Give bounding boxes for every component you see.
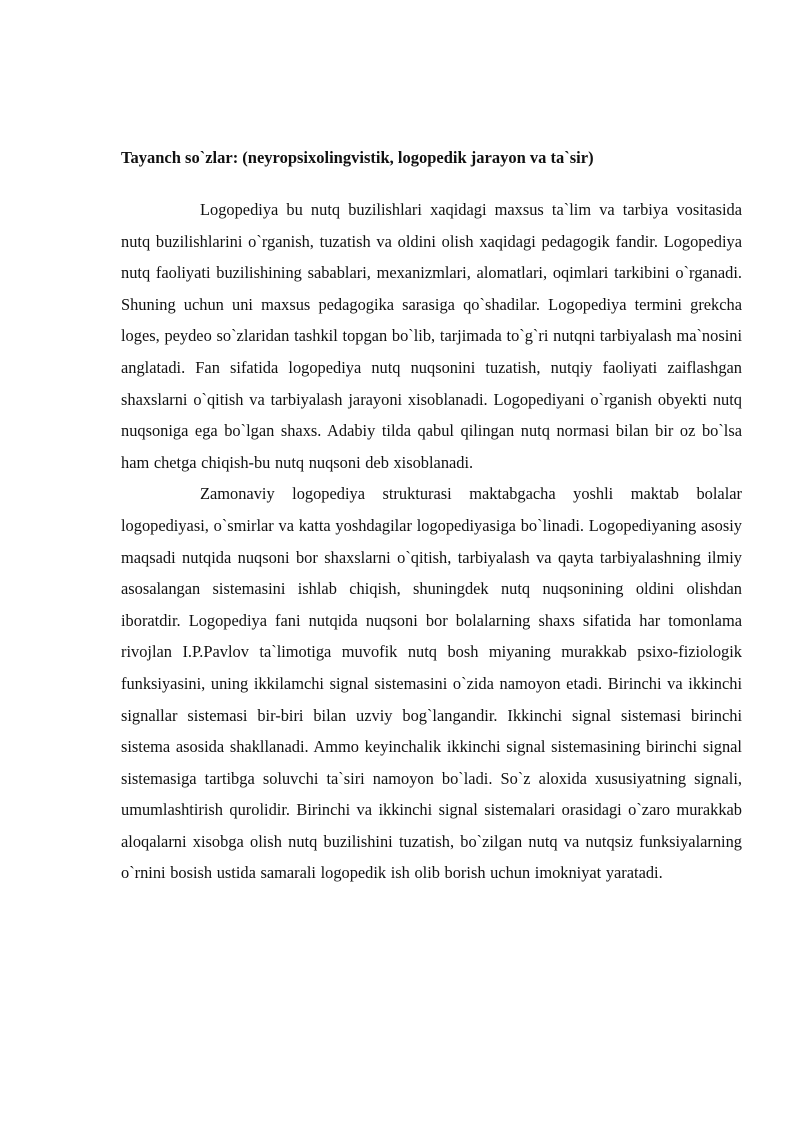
paragraph-logopedia-structure: Zamonaviy logopediya strukturasi maktabgacha yoshli maktab bolalar logopediyasi, o`smirlar va katta yoshdagilar logopediyasiga bo`linadi. Logopediyaning asosiy maqsadi nutqida nuqsoni bor shaxslarni o`qitish, tarbiyalash va qayta tarbiyalashning ilmiy asosalangan sistemasini ishlab chiqish, shuningdek nutq nuqsonining oldini olishdan iboratdir. Logopediya fani nutqida nuqsoni bor bolalarning shaxs sifatida har tomonlama rivojlan I.P.Pavlov ta`limotiga muvofik nutq bosh miyaning murakkab psixo-fiziologik funksiyasini, uning ikkilamchi signal sistemasini o`zida namoyon etadi. Birinchi va ikkinchi signallar sistemasi bir-biri bilan uzviy bog`langandir. Ikkinchi signal sistemasi birinchi sistema asosida shakllanadi. Ammo keyinchalik ikkinchi signal sistemasining birinchi signal sistemasiga tartibga soluvchi ta`siri namoyon bo`ladi. So`z aloxida xususiyatning signali, umumlashtirish qurolidir. Birinchi va ikkinchi signal sistemalari orasidagi o`zaro murakkab aloqalarni xisobga olish nutq buzilishini tuzatish, bo`zilgan nutq va nutqsiz funksiyalarning o`rnini bosish ustida samarali logopedik ish olib borish uchun imokniyat yaratadi. [121, 484, 742, 883]
document-page [121, 146, 742, 889]
paragraph-logopedia-definition: Logopediya bu nutq buzilishlari xaqidagi maxsus ta`lim va tarbiya vositasida nutq buzilishlarini o`rganish, tuzatish va oldini olish xaqidagi pedagogik fandir. Logopediya nutq faoliyati buzilishining sabablari, mexanizmlari, alomatlari, oqimlari tarkibini o`rganadi. Shuning uchun uni maxsus pedagogika sarasiga qo`shadilar. Logopediya termini grekcha loges, peydeo so`zlaridan tashkil topgan bo`lib, tarjimada to`g`ri nutqni tarbiyalash ma`nosini anglatadi. Fan sifatida logopediya nutq nuqsonini tuzatish, nutqiy faoliyati zaiflashgan shaxslarni o`qitish va tarbiyalash jarayoni xisoblanadi. Logopediyani o`rganish obyekti nutq nuqsoniga ega bo`lgan shaxs. Adabiy tilda qabul qilingan nutq normasi bilan bir oz bo`lsa ham chetga chiqish-bu nutq nuqsoni deb xisoblanadi. [121, 200, 742, 472]
keywords-heading: Tayanch so`zlar: (neyropsixolingvistik, logopedik jarayon va ta`sir) [121, 148, 594, 167]
